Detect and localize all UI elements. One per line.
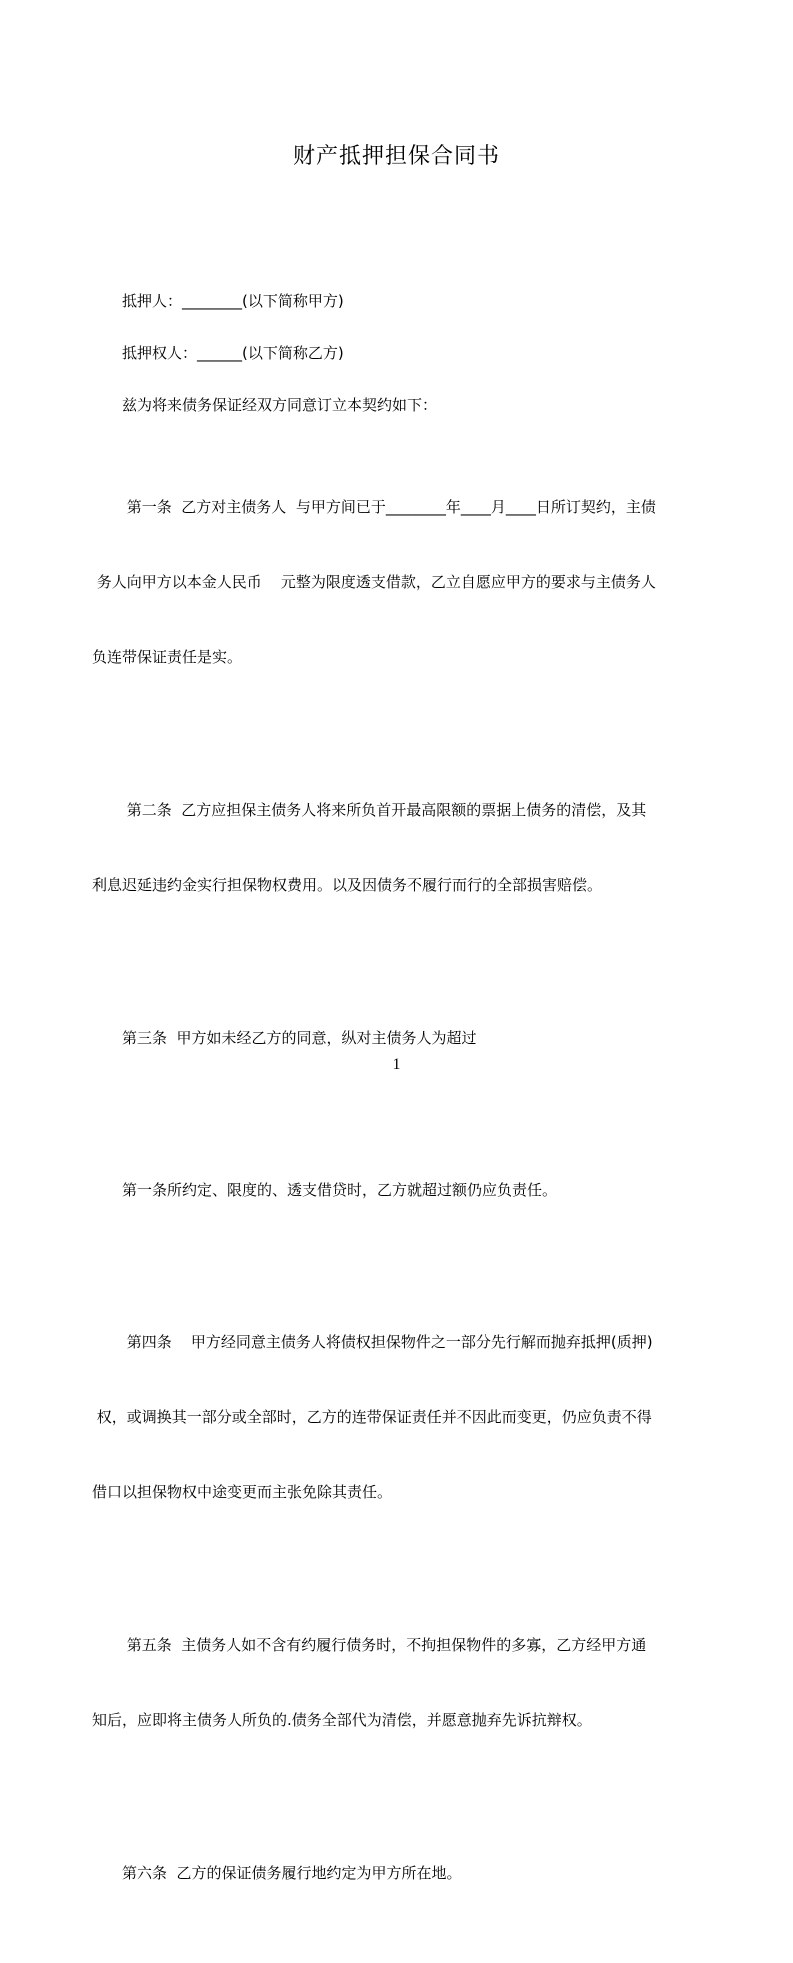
article-line: 第三条 甲方如未经乙方的同意，纵对主债务人为超过 [92,1029,477,1047]
article-line: 知后，应即将主债务人所负的.债务全部代为清偿，并愿意抛弃先诉抗辩权。 [92,1711,592,1729]
document-body [92,289,704,1963]
article-line: 务人向甲方以本金人民币 元整为限度透支借款，乙立自愿应甲方的要求与主债务人 [92,573,656,591]
article-line: 第一条所约定、限度的、透支借贷时，乙方就超过额仍应负责任。 [92,1181,558,1199]
article-6 [92,1811,704,1936]
document-title: 财产抵押担保合同书 [292,144,500,169]
article-line: 第一条 乙方对主债务人 与甲方间已于________年____月____日所订契约，主债 [92,498,656,516]
article-4 [92,1280,704,1555]
party-mortgagor: 抵押人：________(以下简称甲方) [92,292,344,310]
article-line: 第五条 主债务人如不含有约履行债务时，不拘担保物件的多寡，乙方经甲方通 [92,1636,647,1654]
article-1 [92,445,704,720]
preamble: 兹为将来债务保证经双方同意订立本契约如下： [92,396,438,414]
article-line: 第四条 甲方经同意主债务人将债权担保物件之一部分先行解而抛弃抵押(质押) [92,1333,653,1351]
article-3-continued [92,1128,704,1253]
page-number: 1 [392,1056,401,1073]
article-2 [92,748,704,948]
article-line: 利息迟延违约金实行担保物权费用。以及因债务不履行而行的全部损害赔偿。 [92,876,603,894]
article-line: 第六条 乙方的保证债务履行地约定为甲方所在地。 [92,1864,462,1882]
party-mortgagee: 抵押权人：______(以下简称乙方) [92,344,344,362]
article-line: 负连带保证责任是实。 [92,648,243,666]
article-line: 权，或调换其一部分或全部时，乙方的连带保证责任并不因此而变更，仍应负责不得 [92,1408,652,1426]
article-line: 借口以担保物权中途变更而主张免除其责任。 [92,1483,393,1501]
article-5 [92,1583,704,1783]
article-line: 第二条 乙方应担保主债务人将来所负首开最高限额的票据上债务的清偿，及其 [92,801,647,819]
article-3 [92,976,704,1101]
